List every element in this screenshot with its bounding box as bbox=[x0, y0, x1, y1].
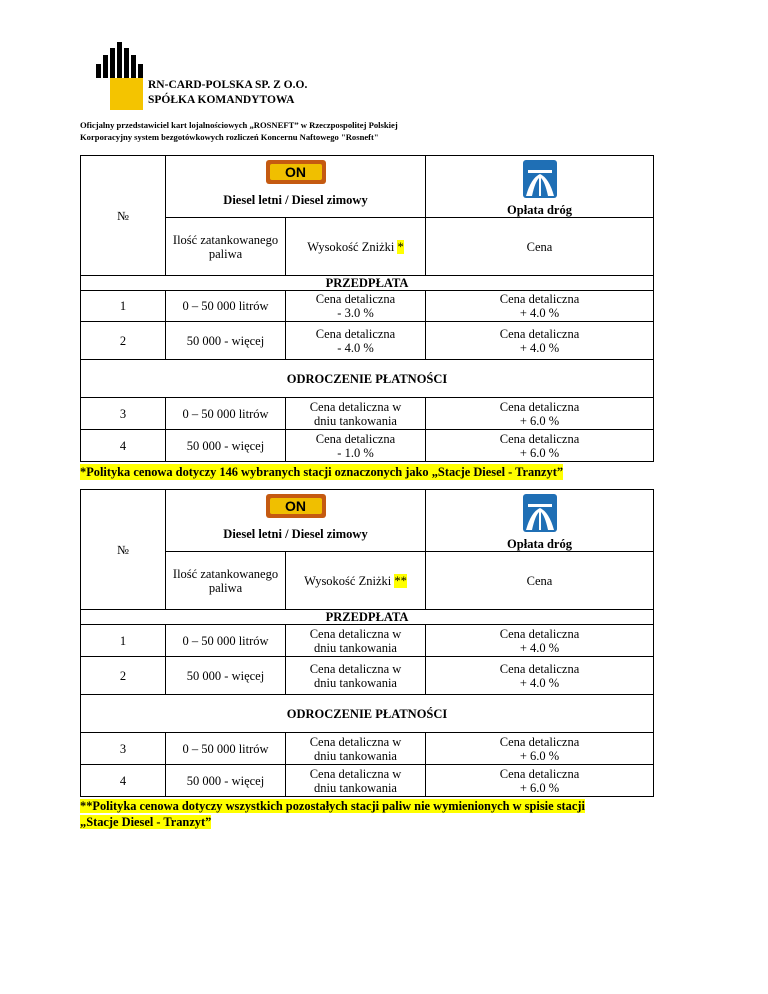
row-discount: Cena detaliczna w dniu tankowania bbox=[286, 657, 426, 695]
table-row bbox=[81, 765, 654, 797]
on-badge-label: ON bbox=[270, 164, 322, 180]
row-quantity: 0 – 50 000 litrów bbox=[166, 625, 286, 657]
row-discount: Cena detaliczna w dniu tankowania bbox=[286, 625, 426, 657]
row-number: 3 bbox=[81, 398, 166, 430]
table-row bbox=[81, 430, 654, 462]
row-discount: Cena detaliczna - 3.0 % bbox=[286, 291, 426, 322]
row-price: Cena detaliczna + 6.0 % bbox=[426, 765, 654, 797]
row-discount: Cena detaliczna - 1.0 % bbox=[286, 430, 426, 462]
row-quantity: 0 – 50 000 litrów bbox=[166, 733, 286, 765]
row-price: Cena detaliczna + 4.0 % bbox=[426, 322, 654, 360]
official-line1: Oficjalny przedstawiciel kart lojalnościowych „ROSNEFT” w Rzeczpospolitej Polskiej bbox=[80, 120, 398, 130]
on-fuel-badge-icon bbox=[266, 494, 326, 518]
prepaid-section: PRZEDPŁATA bbox=[81, 610, 654, 625]
row-number: 1 bbox=[81, 625, 166, 657]
row-price: Cena detaliczna + 6.0 % bbox=[426, 430, 654, 462]
row-price: Cena detaliczna + 4.0 % bbox=[426, 291, 654, 322]
company-name bbox=[148, 78, 307, 108]
discount-mark: * bbox=[397, 239, 404, 254]
table-row bbox=[81, 657, 654, 695]
diesel-header bbox=[166, 156, 426, 218]
highway-sign-icon bbox=[523, 494, 557, 532]
row-quantity: 0 – 50 000 litrów bbox=[166, 398, 286, 430]
number-header: № bbox=[81, 156, 166, 276]
row-number: 4 bbox=[81, 430, 166, 462]
toll-label: Opłata dróg bbox=[507, 537, 572, 551]
toll-header bbox=[426, 490, 654, 552]
row-discount: Cena detaliczna w dniu tankowania bbox=[286, 765, 426, 797]
official-line2: Korporacyjny system bezgotówkowych rozliczeń Koncernu Naftowego "Rosneft" bbox=[80, 132, 379, 142]
row-price: Cena detaliczna + 6.0 % bbox=[426, 733, 654, 765]
discount-header bbox=[286, 218, 426, 276]
table-row bbox=[81, 398, 654, 430]
price-header: Cena bbox=[426, 552, 654, 610]
footnote-1: *Polityka cenowa dotyczy 146 wybranych stacji oznaczonych jako „Stacje Diesel - Tranzyt” bbox=[80, 465, 564, 479]
on-badge-label: ON bbox=[270, 498, 322, 514]
toll-label: Opłata dróg bbox=[507, 203, 572, 217]
deferred-section: ODROCZENIE PŁATNOŚCI bbox=[81, 360, 654, 398]
on-fuel-badge-icon bbox=[266, 160, 326, 184]
footnote-2-line2: „Stacje Diesel - Tranzyt” bbox=[80, 815, 212, 829]
row-quantity: 50 000 - więcej bbox=[166, 765, 286, 797]
deferred-section: ODROCZENIE PŁATNOŚCI bbox=[81, 695, 654, 733]
table-row bbox=[81, 322, 654, 360]
prepaid-section: PRZEDPŁATA bbox=[81, 276, 654, 291]
table-row bbox=[81, 291, 654, 322]
diesel-label: Diesel letni / Diesel zimowy bbox=[223, 527, 368, 541]
official-representative-text bbox=[80, 119, 398, 143]
toll-header bbox=[426, 156, 654, 218]
table-row bbox=[81, 625, 654, 657]
row-price: Cena detaliczna + 4.0 % bbox=[426, 657, 654, 695]
discount-label: Wysokość Zniżki bbox=[304, 573, 392, 588]
diesel-header bbox=[166, 490, 426, 552]
row-number: 4 bbox=[81, 765, 166, 797]
quantity-header: Ilość zatankowanego paliwa bbox=[166, 552, 286, 610]
row-quantity: 50 000 - więcej bbox=[166, 430, 286, 462]
number-header: № bbox=[81, 490, 166, 610]
highway-sign-icon bbox=[523, 160, 557, 198]
row-number: 3 bbox=[81, 733, 166, 765]
row-price: Cena detaliczna + 6.0 % bbox=[426, 398, 654, 430]
footnote-2 bbox=[80, 798, 680, 830]
quantity-header: Ilość zatankowanego paliwa bbox=[166, 218, 286, 276]
price-header: Cena bbox=[426, 218, 654, 276]
rosneft-logo-icon bbox=[96, 42, 144, 110]
row-number: 2 bbox=[81, 657, 166, 695]
price-table-2 bbox=[80, 489, 654, 797]
row-discount: Cena detaliczna w dniu tankowania bbox=[286, 398, 426, 430]
table-row bbox=[81, 733, 654, 765]
row-quantity: 50 000 - więcej bbox=[166, 322, 286, 360]
row-quantity: 0 – 50 000 litrów bbox=[166, 291, 286, 322]
row-quantity: 50 000 - więcej bbox=[166, 657, 286, 695]
footnote-2-line1: **Polityka cenowa dotyczy wszystkich pozostałych stacji paliw nie wymienionych w spisie stacji bbox=[80, 799, 585, 813]
diesel-label: Diesel letni / Diesel zimowy bbox=[223, 193, 368, 207]
company-name-line1: RN-CARD-POLSKA SP. Z O.O. bbox=[148, 79, 308, 91]
row-number: 2 bbox=[81, 322, 166, 360]
row-number: 1 bbox=[81, 291, 166, 322]
price-table-1 bbox=[80, 155, 654, 462]
discount-label: Wysokość Zniżki bbox=[307, 239, 395, 254]
discount-mark: ** bbox=[394, 573, 407, 588]
discount-header bbox=[286, 552, 426, 610]
row-price: Cena detaliczna + 4.0 % bbox=[426, 625, 654, 657]
row-discount: Cena detaliczna w dniu tankowania bbox=[286, 733, 426, 765]
row-discount: Cena detaliczna - 4.0 % bbox=[286, 322, 426, 360]
company-name-line2: SPÓŁKA KOMANDYTOWA bbox=[148, 94, 295, 106]
